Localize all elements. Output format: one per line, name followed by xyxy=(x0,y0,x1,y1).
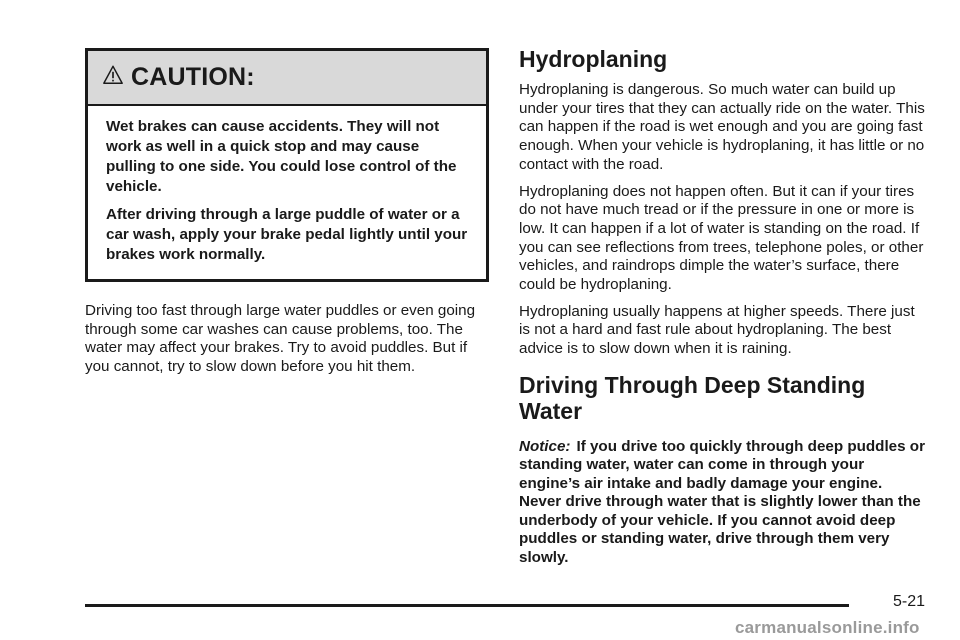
footer-rule xyxy=(85,604,849,607)
left-body-paragraph: Driving too fast through large water puddles or even going through some car washes can cause problems, too. The water may affect your brakes. Try to avoid puddles. But if you cannot, try to slow down before you hit them. xyxy=(85,302,476,376)
hydroplaning-paragraph: Hydroplaning does not happen often. But it can if your tires do not have much tread or if the pressure in one or more is low. It can happen if a lot of water is standing on the road. If you can see reflections from trees, telephone poles, or other vehicles, and raindrops dimple the water’s surface, there could be hydroplaning. xyxy=(519,182,924,294)
caution-paragraph: Wet brakes can cause accidents. They will not work as well in a quick stop and may cause pulling to one side. You could lose control of the vehicle. xyxy=(106,118,457,195)
caution-box xyxy=(85,48,489,282)
hydroplaning-heading: Hydroplaning xyxy=(519,46,668,72)
hydroplaning-paragraph: Hydroplaning is dangerous. So much water can build up under your tires that they can actually ride on the water. This can happen if the road is wet enough and you are going fast enough. When your vehicle is hydroplaning, it has little or no contact with the road. xyxy=(519,81,925,173)
caution-paragraph: After driving through a large puddle of water or a car wash, apply your brake pedal lightly until your brakes work normally. xyxy=(106,206,468,263)
hydroplaning-paragraph: Hydroplaning usually happens at higher speeds. There just is not a hard and fast rule about hydroplaning. The best advice is to slow down when it is raining. xyxy=(519,302,915,358)
warning-triangle-icon xyxy=(102,64,124,86)
right-column xyxy=(519,46,927,567)
watermark: carmanualsonline.info xyxy=(735,618,920,637)
notice-label: Notice: xyxy=(519,437,571,455)
caution-header xyxy=(88,51,486,106)
notice-paragraph xyxy=(519,438,927,568)
caution-body xyxy=(88,106,486,279)
deep-water-heading: Driving Through Deep Standing Water xyxy=(519,371,866,424)
notice-text: If you drive too quickly through deep puddles or standing water, water can come in through your engine’s air intake and badly damage your engine. Never drive through water that is slightly lower than the underbody of your vehicle. If you cannot avoid deep puddles or standing water, drive through them very slowly. xyxy=(519,437,925,566)
page-number: 5-21 xyxy=(893,593,926,610)
caution-title: CAUTION: xyxy=(131,63,255,91)
left-column xyxy=(85,48,489,385)
